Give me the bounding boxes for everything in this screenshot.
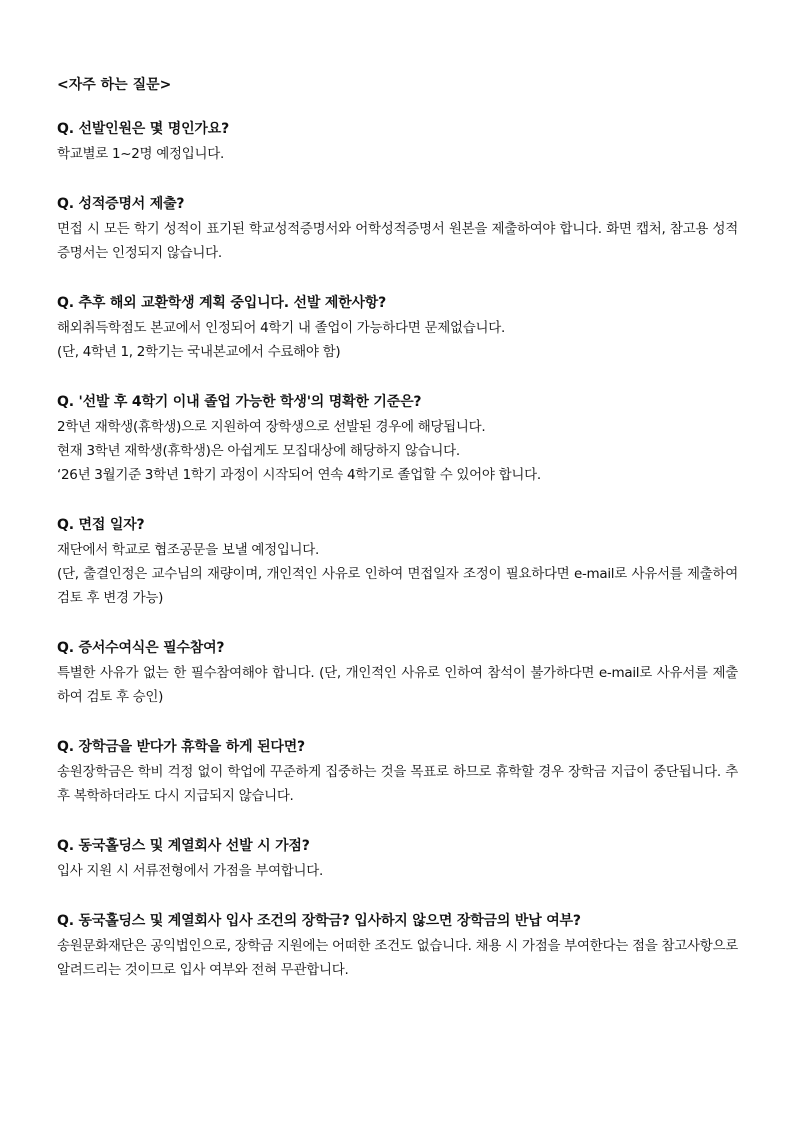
document-title: <자주 하는 질문> <box>57 77 172 93</box>
faq-answer-line: 송원장학금은 학비 걱정 없이 학업에 꾸준하게 집중하는 것을 목표로 하므로 휴학할 경우 장학금 지급이 중단됩니다. 추후 복학하더라도 다시 지급되지 않습니다. <box>57 764 738 804</box>
faq-question: Q. '선발 후 4학기 이내 졸업 가능한 학생'의 명확한 기준은? <box>57 394 422 410</box>
faq-answer-line: (단, 출결인정은 교수님의 재량이며, 개인적인 사유로 인하여 면접일자 조정이 필요하다면 e-mail로 사유서를 제출하여 검토 후 변경 가능) <box>57 566 738 606</box>
faq-answer-line: 해외취득학점도 본교에서 인정되어 4학기 내 졸업이 가능하다면 문제없습니다. <box>57 320 505 336</box>
faq-list <box>57 116 738 982</box>
faq-question: Q. 선발인원은 몇 명인가요? <box>57 121 230 137</box>
faq-answer-line: 학교별로 1~2명 예정입니다. <box>57 146 224 162</box>
faq-item <box>57 116 738 166</box>
faq-answer-line: ‘26년 3월기준 3학년 1학기 과정이 시작되어 연속 4학기로 졸업할 수 있어야 합니다. <box>57 467 541 483</box>
faq-question: Q. 면접 일자? <box>57 517 145 533</box>
faq-item <box>57 833 738 883</box>
faq-question: Q. 추후 해외 교환학생 계획 중입니다. 선발 제한사항? <box>57 295 387 311</box>
faq-item <box>57 635 738 709</box>
faq-item <box>57 512 738 610</box>
faq-question: Q. 동국홀딩스 및 계열회사 입사 조건의 장학금? 입사하지 않으면 장학금의 반납 여부? <box>57 913 581 929</box>
faq-item <box>57 734 738 808</box>
faq-answer-line: 현재 3학년 재학생(휴학생)은 아쉽게도 모집대상에 해당하지 않습니다. <box>57 443 460 459</box>
faq-question: Q. 증서수여식은 필수참여? <box>57 640 225 656</box>
faq-answer-line: 특별한 사유가 없는 한 필수참여해야 합니다. (단, 개인적인 사유로 인하여 참석이 불가하다면 e-mail로 사유서를 제출하여 검토 후 승인) <box>57 665 738 705</box>
faq-item <box>57 191 738 265</box>
faq-answer-line: (단, 4학년 1, 2학기는 국내본교에서 수료해야 함) <box>57 344 341 360</box>
faq-answer-line: 입사 지원 시 서류전형에서 가점을 부여합니다. <box>57 863 324 879</box>
faq-answer-line: 2학년 재학생(휴학생)으로 지원하여 장학생으로 선발된 경우에 해당됩니다. <box>57 419 486 435</box>
faq-answer-line: 재단에서 학교로 협조공문을 보낼 예정입니다. <box>57 542 320 558</box>
faq-item <box>57 908 738 982</box>
faq-answer-line: 송원문화재단은 공익법인으로, 장학금 지원에는 어떠한 조건도 없습니다. 채용 시 가점을 부여한다는 점을 참고사항으로 알려드리는 것이므로 입사 여부와 전혀 무관합니다. <box>57 938 738 978</box>
faq-document <box>57 73 738 1007</box>
faq-item <box>57 290 738 364</box>
faq-item <box>57 389 738 487</box>
faq-question: Q. 동국홀딩스 및 계열회사 선발 시 가점? <box>57 838 310 854</box>
faq-question: Q. 장학금을 받다가 휴학을 하게 된다면? <box>57 739 305 755</box>
faq-answer-line: 면접 시 모든 학기 성적이 표기된 학교성적증명서와 어학성적증명서 원본을 제출하여야 합니다. 화면 캡처, 참고용 성적증명서는 인정되지 않습니다. <box>57 221 738 261</box>
faq-question: Q. 성적증명서 제출? <box>57 196 185 212</box>
